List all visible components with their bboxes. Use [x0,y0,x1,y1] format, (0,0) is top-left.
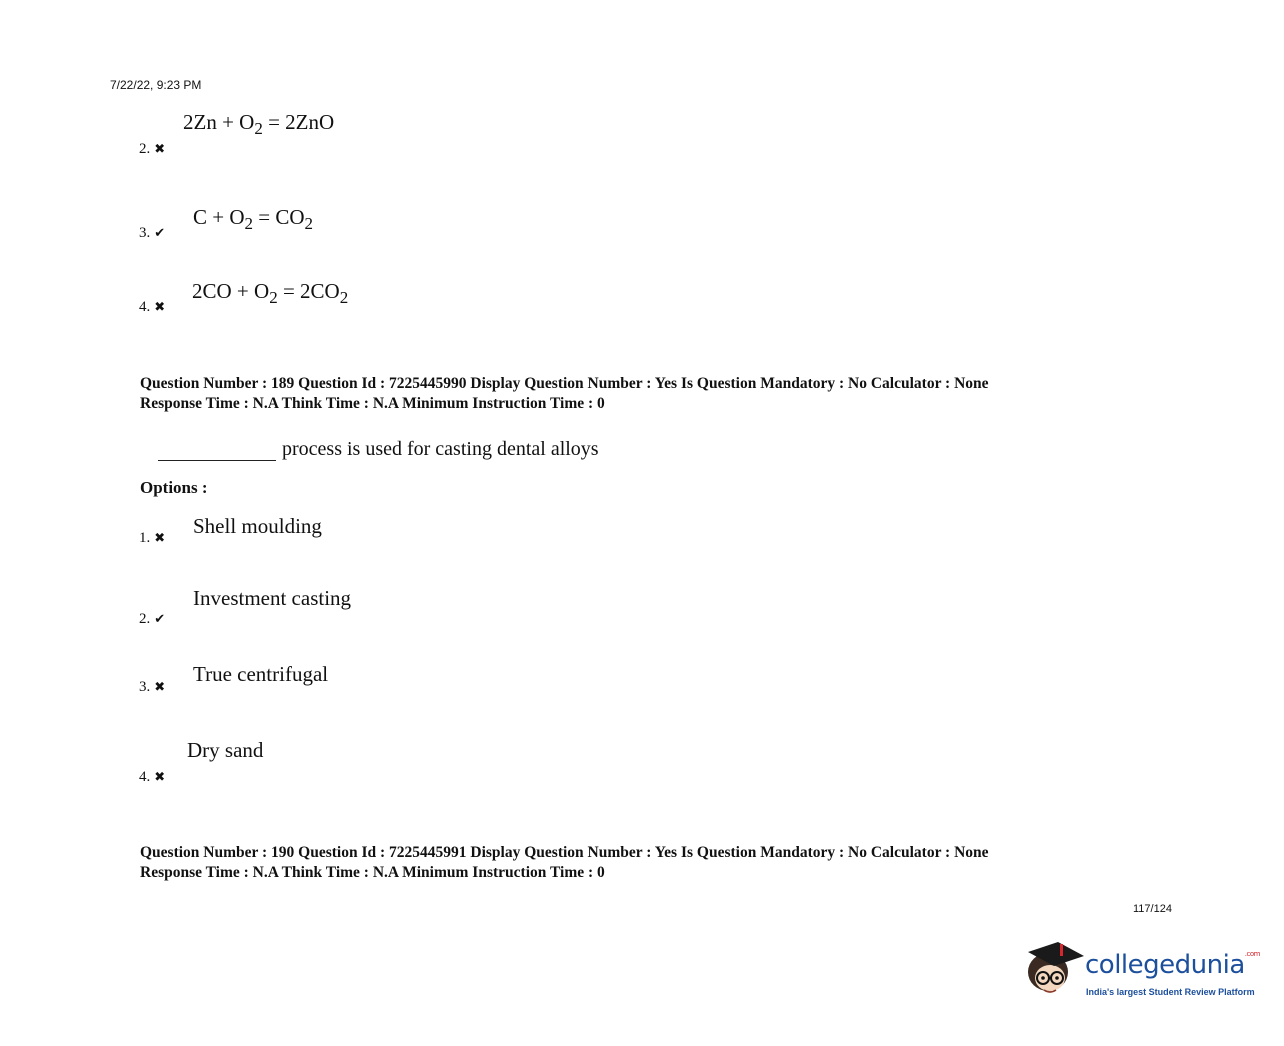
page-number: 117/124 [1133,903,1172,915]
question-189-text-body: process is used for casting dental alloys [282,438,599,460]
option-1-number: 1. ✖ [139,530,166,546]
option-4-number: 4. ✖ [139,769,166,785]
prev-option-2-number: 2. ✖ [139,141,166,157]
question-190-meta-line2: Response Time : N.A Think Time : N.A Minimum Instruction Time : 0 [140,864,605,881]
cross-icon: ✖ [154,142,166,157]
option-1-text: Shell moulding [193,514,322,538]
subscript: 2 [254,119,263,138]
brand-name: collegedunia$^{.com}$ [1085,950,1260,980]
check-icon: ✔ [154,612,166,627]
subscript: 2 [339,288,349,307]
option-2-text: Investment casting [193,586,352,610]
question-189-meta [140,374,989,414]
check-icon: ✔ [154,226,166,241]
cross-icon: ✖ [154,531,166,546]
question-190-meta-line1: Question Number : 190 Question Id : 7225445991 Display Question Number : Yes Is Question Mandatory : No Calculator : None [140,844,989,861]
question-190-meta [140,843,989,883]
subscript: 2 [304,214,314,233]
prev-option-3-equation: $C + O_2 = CO_2$ [193,205,314,233]
prev-option-4-number: 4. ✖ [139,299,166,315]
option-3-number: 3. ✖ [139,679,166,695]
prev-option-3-number: 3. ✔ [139,225,166,241]
print-timestamp: 7/22/22, 9:23 PM [110,78,202,92]
cross-icon: ✖ [154,770,166,785]
question-189-text [158,438,599,461]
option-3-text: True centrifugal [193,662,329,686]
option-2-number: 2. ✔ [139,611,166,627]
question-189-meta-line1: Question Number : 189 Question Id : 7225445990 Display Question Number : Yes Is Question Mandatory : No Calculator : None [140,375,989,392]
option-4-text: Dry sand [187,738,264,762]
cross-icon: ✖ [154,680,166,695]
cross-icon: ✖ [154,300,166,315]
question-189-meta-line2: Response Time : N.A Think Time : N.A Minimum Instruction Time : 0 [140,395,605,412]
brand-suffix: .com [1244,950,1260,958]
options-label: Options : [140,478,208,497]
fill-in-blank [158,440,276,461]
brand-tagline: India's largest Student Review Platform [1086,987,1255,997]
prev-option-4-equation: $2CO + O_2 = 2CO_2$ [192,279,349,307]
subscript: 2 [269,288,278,307]
prev-option-2-equation: $2Zn + O_2 = 2ZnO$ [183,110,335,138]
subscript: 2 [244,214,254,233]
